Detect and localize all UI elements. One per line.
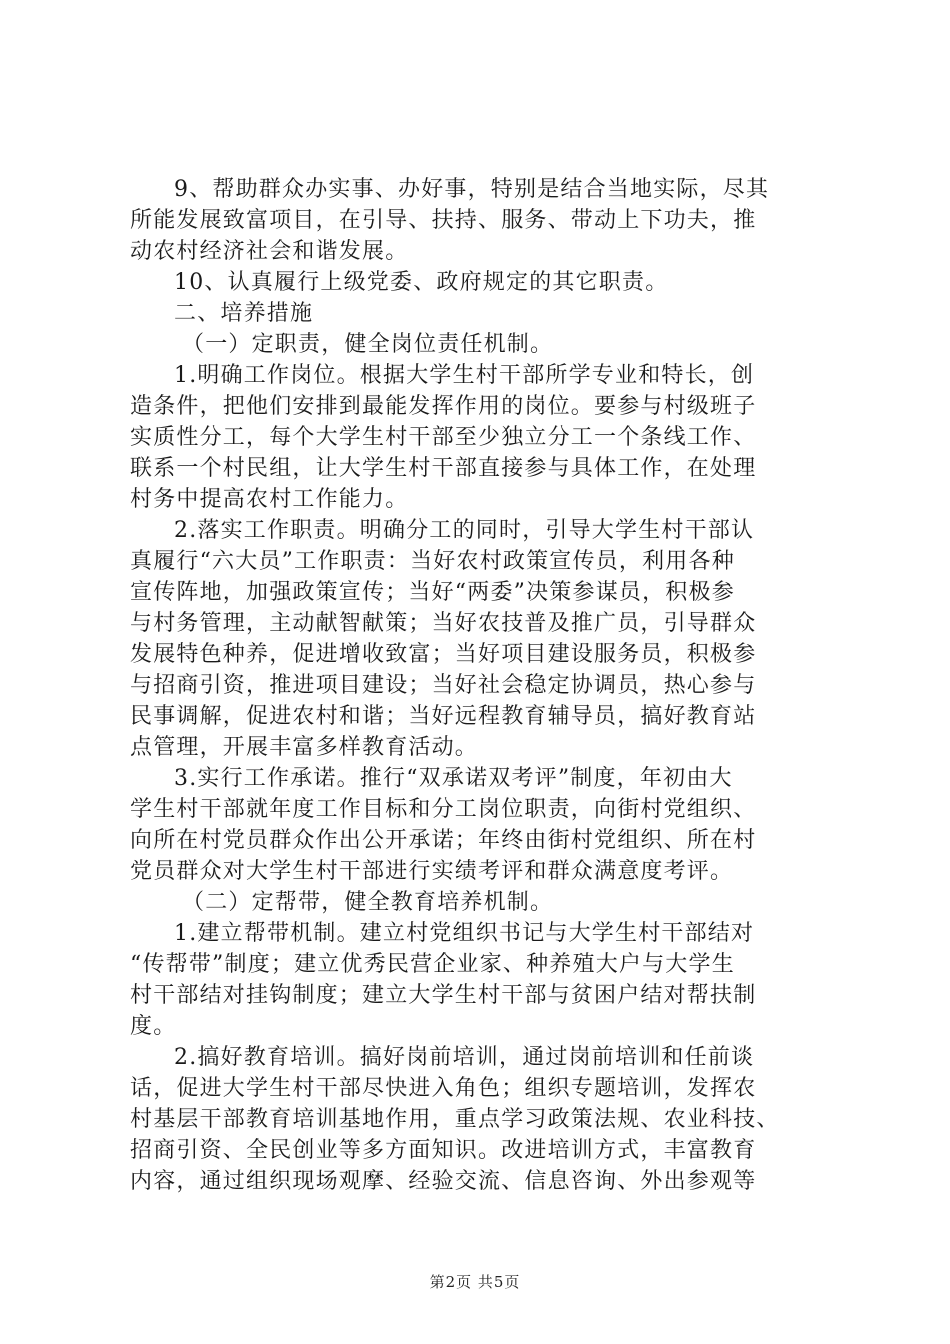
text-line: 与招商引资，推进项目建设；当好社会稳定协调员，热心参与 [130,673,757,698]
page-number-footer: 第2页 共5页 [429,1273,521,1291]
paragraph-2-2 [130,1042,828,1197]
text-line: 2.搞好教育培训。搞好岗前培训，通过岗前培训和任前谈 [174,1045,755,1070]
text-line: 动农村经济社会和谐发展。 [130,239,409,264]
text-line: 联系一个村民组，让大学生村干部直接参与具体工作，在处理 [130,456,757,481]
subsection-heading-2 [130,887,828,918]
paragraph-1-3 [130,763,828,887]
paragraph-item-9 [130,174,828,267]
text-line: 学生村干部就年度工作目标和分工岗位职责，向街村党组织、 [130,797,757,822]
text-line: （一）定职责，健全岗位责任机制。 [182,332,554,357]
paragraph-item-10 [130,267,828,298]
subsection-heading-1 [130,329,828,360]
text-line: 3.实行工作承诺。推行“双承诺双考评”制度，年初由大 [174,766,733,791]
text-line: 实质性分工，每个大学生村干部至少独立分工一个条线工作、 [130,425,757,450]
paragraph-2-1 [130,918,828,1042]
text-line: 村务中提高农村工作能力。 [130,487,409,512]
text-line: 与村务管理，主动献智献策；当好农技普及推广员，引导群众 [130,611,757,636]
text-line: 民事调解，促进农村和谐；当好远程教育辅导员，搞好教育站 [130,704,757,729]
text-line: 度。 [130,1014,177,1039]
section-heading [130,298,828,329]
paragraph-1-1 [130,360,828,515]
text-line: 点管理，开展丰富多样教育活动。 [130,735,479,760]
text-line: 9、帮助群众办实事、办好事，特别是结合当地实际，尽其 [174,177,770,202]
text-line: 宣传阵地，加强政策宣传；当好“两委”决策参谋员，积极参 [130,580,735,605]
paragraph-1-2 [130,515,828,763]
text-line: （二）定帮带，健全教育培养机制。 [182,890,554,915]
text-line: 1.建立帮带机制。建立村党组织书记与大学生村干部结对 [174,921,755,946]
document-body [130,174,828,1197]
text-line: 村干部结对挂钩制度；建立大学生村干部与贫困户结对帮扶制 [130,983,757,1008]
text-line: 二、培养措施 [174,301,314,326]
text-line: 2.落实工作职责。明确分工的同时，引导大学生村干部认 [174,518,755,543]
text-line: 话，促进大学生村干部尽快进入角色；组织专题培训，发挥农 [130,1076,757,1101]
text-line: 真履行“六大员”工作职责：当好农村政策宣传员，利用各种 [130,549,735,574]
text-line: 造条件，把他们安排到最能发挥作用的岗位。要参与村级班子 [130,394,757,419]
text-line: 内容，通过组织现场观摩、经验交流、信息咨询、外出参观等 [130,1169,757,1194]
text-line: 1.明确工作岗位。根据大学生村干部所学专业和特长，创 [174,363,755,388]
text-line: “传帮带”制度；建立优秀民营企业家、种养殖大户与大学生 [130,952,735,977]
text-line: 所能发展致富项目，在引导、扶持、服务、带动上下功夫，推 [130,208,757,233]
text-line: 发展特色种养，促进增收致富；当好项目建设服务员，积极参 [130,642,757,667]
text-line: 向所在村党员群众作出公开承诺；年终由街村党组织、所在村 [130,828,757,853]
text-line: 党员群众对大学生村干部进行实绩考评和群众满意度考评。 [130,859,734,884]
text-line: 招商引资、全民创业等多方面知识。改进培训方式，丰富教育 [130,1138,757,1163]
text-line: 10、认真履行上级党委、政府规定的其它职责。 [174,270,669,295]
text-line: 村基层干部教育培训基地作用，重点学习政策法规、农业科技、 [130,1107,780,1132]
